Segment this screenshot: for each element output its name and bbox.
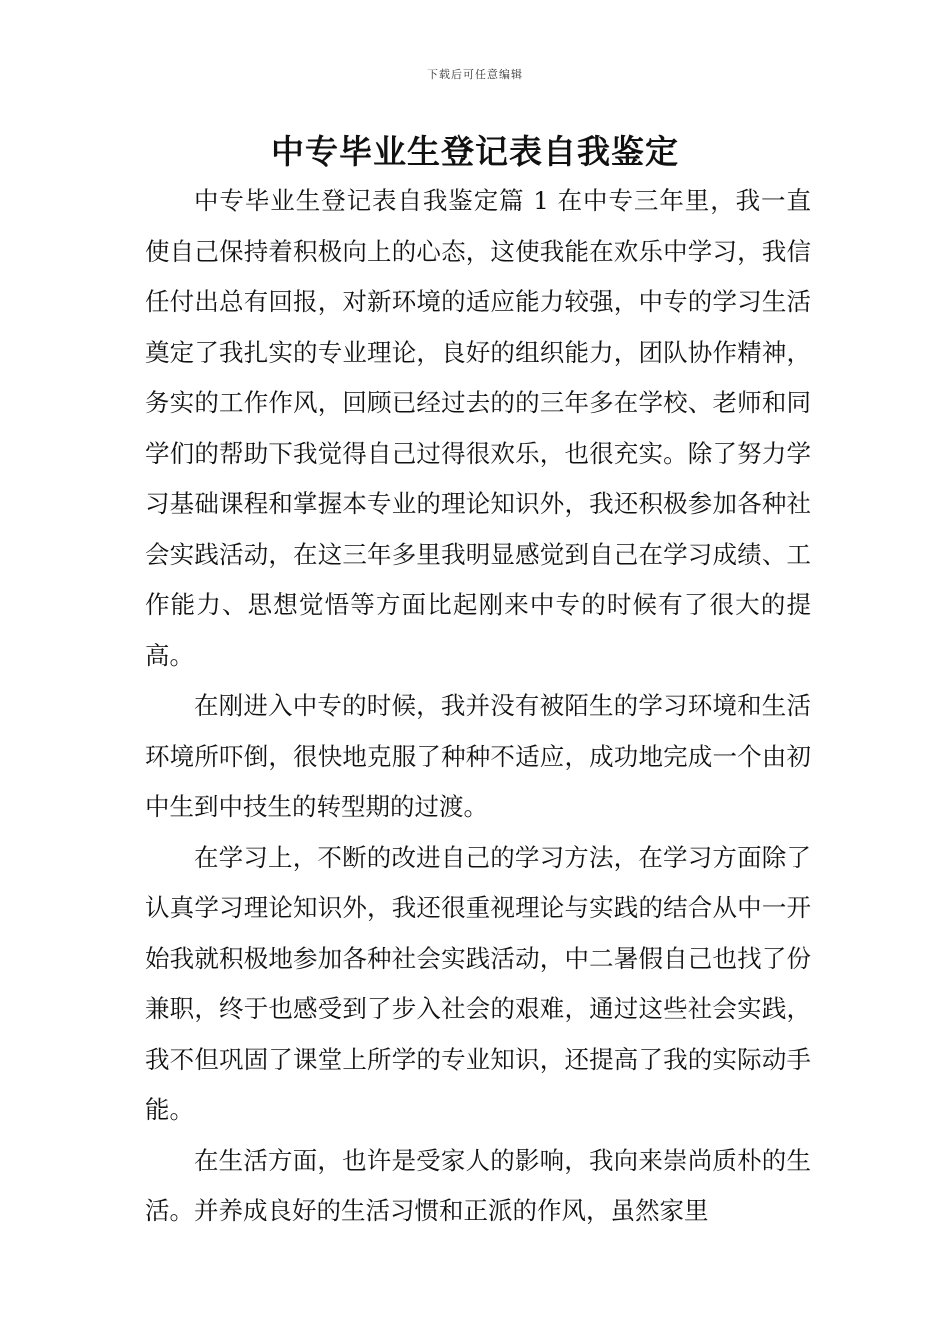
- paragraph-2: 在刚进入中专的时候，我并没有被陌生的学习环境和生活环境所吓倒，很快地克服了种种不适应，成功地完成一个由初中生到中技生的转型期的过渡。: [145, 691, 811, 821]
- document-title: 中专毕业生登记表自我鉴定: [271, 132, 679, 171]
- paragraph-3: 在学习上，不断的改进自己的学习方法，在学习方面除了认真学习理论知识外，我还很重视理论与实践的结合从中一开始我就积极地参加各种社会实践活动，中二暑假自己也找了份兼职，终于也感受到了步入社会的艰难，通过这些社会实践，我不但巩固了课堂上所学的专业知识，还提高了我的实际动手能。: [145, 842, 811, 1124]
- document-body: [145, 176, 811, 1237]
- paragraph-1: 中专毕业生登记表自我鉴定篇 1 在中专三年里，我一直使自己保持着积极向上的心态，这使我能在欢乐中学习，我信任付出总有回报，对新环境的适应能力较强，中专的学习生活奠定了我扎实的专业理论，良好的组织能力，团队协作精神，务实的工作作风，回顾已经过去的的三年多在学校、老师和同学们的帮助下我觉得自己过得很欢乐，也很充实。除了努力学习基础课程和掌握本专业的理论知识外，我还积极参加各种社会实践活动，在这三年多里我明显感觉到自己在学习成绩、工作能力、思想觉悟等方面比起刚来中专的时候有了很大的提高。: [145, 186, 811, 670]
- header-note: 下载后可任意编辑: [427, 68, 523, 81]
- paragraph-4: 在生活方面，也许是受家人的影响，我向来崇尚质朴的生活。并养成良好的生活习惯和正派的作风，虽然家里: [145, 1145, 811, 1225]
